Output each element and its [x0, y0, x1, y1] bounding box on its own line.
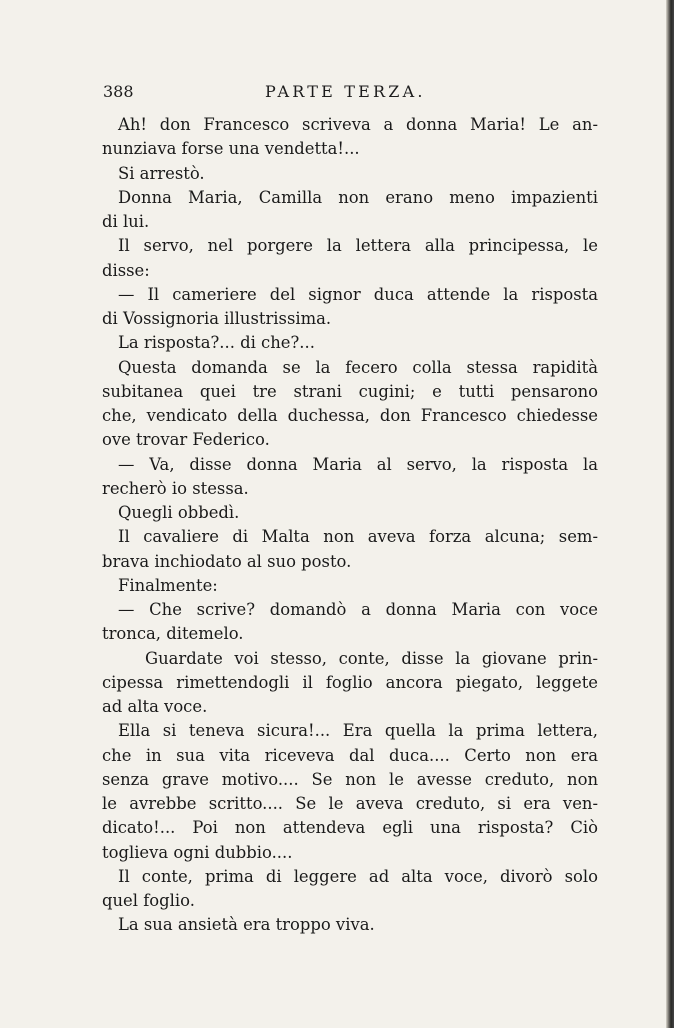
text-line: Il cavaliere di Malta non aveva forza alcuna; sem-: [118, 527, 598, 547]
body-text: [102, 113, 598, 938]
text-line: Donna Maria, Camilla non erano meno impazienti: [118, 187, 598, 207]
text-line: La risposta?... di che?...: [118, 333, 315, 353]
text-line: le avrebbe scritto.... Se le aveva creduto, si era ven-: [102, 794, 598, 813]
text-line: che, vendicato della duchessa, don Francesco chiedesse: [102, 406, 598, 425]
text-line: subitanea quei tre strani cugini; e tutti pensarono: [102, 381, 598, 401]
text-line: senza grave motivo.... Se non le avesse creduto, non: [102, 769, 598, 789]
text-line: brava inchiodato al suo posto.: [102, 551, 352, 571]
text-line: Guardate voi stesso, conte, disse la giovane prin-: [145, 648, 598, 668]
text-line: di Vossignoria illustrissima.: [102, 309, 332, 328]
text-line: disse:: [102, 260, 150, 280]
text-line: Il servo, nel porgere la lettera alla principessa, le: [118, 236, 598, 256]
text-line: ad alta voce.: [102, 697, 208, 716]
text-line: Si arrestò.: [118, 163, 205, 183]
text-line: Il conte, prima di leggere ad alta voce, divorò solo: [118, 866, 598, 886]
text-line: Ah! don Francesco scriveva a donna Maria! Le an-: [118, 115, 598, 134]
text-line: — Che scrive? domandò a donna Maria con voce: [118, 600, 598, 619]
page-header: [103, 82, 599, 106]
text-line: Finalmente:: [118, 575, 218, 595]
page-number: 388: [103, 82, 134, 101]
text-line: recherò io stessa.: [102, 478, 249, 498]
text-line: ove trovar Federico.: [102, 430, 270, 450]
text-line: cipessa rimettendogli il foglio ancora piegato, leggete: [102, 672, 598, 692]
text-line: Questa domanda se la fecero colla stessa rapidità: [118, 357, 598, 377]
text-line: — Il cameriere del signor duca attende la risposta: [118, 284, 598, 304]
text-line: che in sua vita riceveva dal duca.... Certo non era: [102, 745, 598, 765]
text-line: La sua ansietà era troppo viva.: [118, 915, 375, 935]
text-line: dicato!... Poi non attendeva egli una risposta? Ciò: [102, 818, 598, 838]
page-binding-edge: [666, 0, 674, 1028]
text-line: nunziava forse una vendetta!...: [102, 139, 360, 159]
text-line: tronca, ditemelo.: [102, 624, 244, 644]
text-line: — Va, disse donna Maria al servo, la risposta la: [118, 454, 598, 474]
text-line: Quegli obbedì.: [118, 503, 240, 522]
text-line: toglieva ogni dubbio....: [102, 842, 293, 862]
running-head: PARTE TERZA.: [265, 82, 426, 101]
text-line: Ella si teneva sicura!... Era quella la prima lettera,: [118, 721, 598, 741]
text-line: quel foglio.: [102, 891, 195, 910]
text-line: di lui.: [102, 212, 150, 231]
